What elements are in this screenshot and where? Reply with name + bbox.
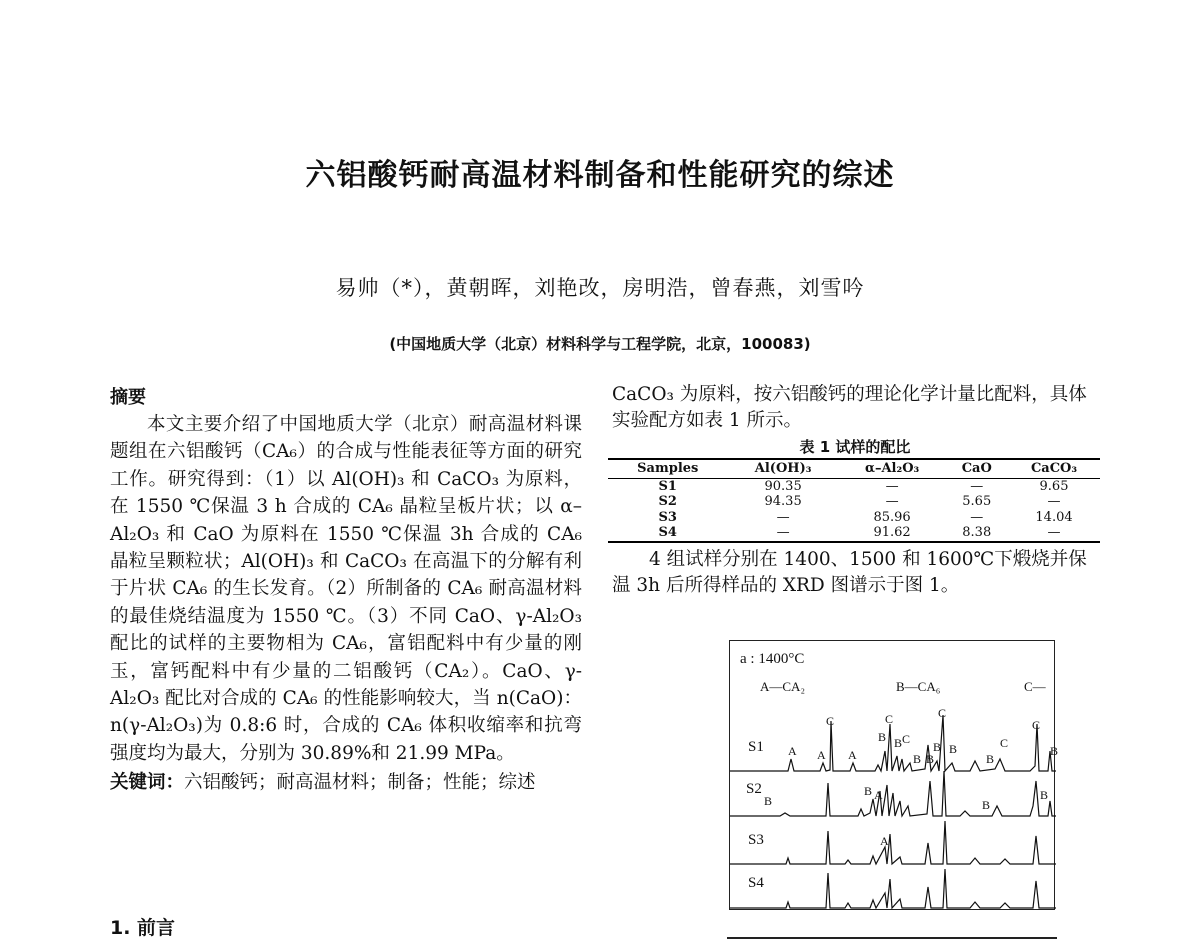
- peak-label: B: [864, 784, 873, 798]
- table-cell: S4: [658, 525, 677, 540]
- table-header: Samples: [608, 459, 728, 478]
- table-cell: —: [885, 478, 899, 494]
- table-cell: —: [885, 494, 899, 509]
- peak-label: A: [788, 744, 797, 758]
- legend-ca2: A—CA₂: [760, 679, 805, 694]
- table-cell: S2: [658, 494, 677, 509]
- peak-label: B: [913, 752, 922, 766]
- table-caption: 表 1 试样的配比: [799, 438, 911, 456]
- peak-label: B: [764, 794, 773, 808]
- peak-label: B: [1050, 744, 1059, 758]
- intro-heading: 1. 前言: [110, 917, 176, 939]
- trace-s4: [730, 869, 1056, 908]
- peak-label: B: [894, 736, 903, 750]
- table-cell: —: [1047, 494, 1061, 509]
- peak-label: B: [949, 742, 958, 756]
- peak-label: A: [874, 788, 883, 802]
- table-cell: —: [970, 478, 984, 494]
- legend-ca6: B—CA₆: [896, 679, 941, 694]
- abstract-body: 本文主要介绍了中国地质大学（北京）耐高温材料课题组在六铝酸钙（CA₆）的合成与性能表征等方面的研究工作。研究得到：（1）以 Al(OH)₃ 和 CaCO₃ 为原料，在 1550 ℃保温 3 h 合成的 CA₆ 晶粒呈板片状；以 α–Al₂O₃ 和 CaO 为原料在 1550 ℃保温 3h 合成的 CA₆ 晶粒呈颗粒状；Al(OH)₃ 和 CaCO₃ 在高温下的分解有利于片状 CA₆ 的生长发育。（2）所制备的 CA₆ 耐高温材料的最佳烧结温度为 1550 ℃。（3）不同 CaO、γ-Al₂O₃ 配比的试样的主要物相为 CA₆，富铝配料中有少量的刚玉，富钙配料中有少量的二铝酸钙（CA₂）。CaO、γ-Al₂O₃ 配比对合成的 CA₆ 的性能影响较大，当 n(CaO)：n(γ-Al₂O₃)为 0.8:6 时，合成的 CA₆ 体积收缩率和抗弯强度均为最大，分别为 30.89%和 21.99 MPa。: [110, 414, 582, 764]
- table-row: [608, 494, 1100, 510]
- peak-label: C: [1000, 736, 1009, 750]
- xrd-figure: [729, 640, 1059, 910]
- table-cell: S3: [658, 509, 677, 525]
- affiliation: (中国地质大学（北京）材料科学与工程学院，北京，100083): [389, 335, 811, 353]
- table-row: [608, 525, 1100, 542]
- peak-label: B: [878, 730, 887, 744]
- xrd-chart: [730, 641, 1059, 911]
- table-cell: S1: [658, 478, 677, 494]
- trace-s3: [730, 821, 1056, 864]
- table-cell: —: [1047, 525, 1061, 540]
- peak-label: C: [885, 712, 894, 726]
- table-row: [608, 478, 1100, 494]
- left-column: [110, 384, 582, 797]
- peak-label: C: [902, 732, 911, 746]
- trace-label-s2: S2: [746, 781, 762, 797]
- table-cell: 14.04: [1035, 509, 1073, 525]
- peak-label: A: [817, 748, 826, 762]
- peak-label: C: [826, 714, 835, 728]
- peak-label: A: [848, 748, 857, 762]
- right-column: [612, 382, 1098, 599]
- abstract-heading: 摘要: [110, 387, 146, 408]
- peak-label: B: [982, 798, 991, 812]
- peak-label: B: [986, 752, 995, 766]
- table-cell: 91.62: [873, 525, 911, 540]
- table-header: CaO: [946, 459, 1009, 478]
- paper-title: 六铝酸钙耐高温材料制备和性能研究的综述: [305, 158, 895, 193]
- peak-label: B: [1040, 788, 1049, 802]
- table-cell: 5.65: [962, 494, 992, 509]
- trace-label-s4: S4: [748, 875, 764, 891]
- table-header: α–Al₂O₃: [839, 459, 946, 478]
- right-paragraph-2: 4 组试样分别在 1400、1500 和 1600℃下煅烧并保温 3h 后所得样品的 XRD 图谱示于图 1。: [612, 548, 1087, 596]
- table-cell: 85.96: [873, 509, 911, 525]
- keywords: [110, 769, 582, 796]
- table-cell: —: [970, 509, 984, 525]
- table-cell: —: [776, 509, 790, 525]
- peak-label: A: [880, 834, 889, 848]
- legend-c: C—: [1024, 679, 1046, 694]
- trace-label-s1: S1: [748, 739, 764, 755]
- panel-label: a : 1400°C: [740, 651, 805, 667]
- peak-label: C: [1032, 718, 1041, 732]
- table-cell: 90.35: [764, 478, 802, 494]
- table-header: CaCO₃: [1008, 459, 1100, 478]
- table-header: Al(OH)₃: [728, 459, 839, 478]
- peak-label: B: [926, 752, 935, 766]
- samples-table: [608, 458, 1100, 543]
- table-header-row: [608, 459, 1100, 478]
- table-cell: 8.38: [962, 525, 992, 540]
- table-row: [608, 510, 1100, 526]
- table-cell: —: [776, 525, 790, 540]
- keywords-label: 关键词：: [110, 772, 185, 794]
- trace-s2: [730, 771, 1056, 816]
- right-paragraph-1: CaCO₃ 为原料，按六铝酸钙的理论化学计量比配料，具体实验配方如表 1 所示。: [612, 384, 1087, 431]
- peak-label: C: [938, 706, 947, 720]
- author-list: 易帅（*），黄朝晖，刘艳改，房明浩，曾春燕，刘雪吟: [335, 276, 865, 300]
- table-cell: 94.35: [764, 494, 802, 509]
- figure-bottom-rule: [727, 937, 1057, 939]
- trace-label-s3: S3: [748, 832, 764, 848]
- peak-label: B: [933, 740, 942, 754]
- table-cell: 9.65: [1039, 478, 1069, 494]
- keywords-text: 六铝酸钙；耐高温材料；制备；性能；综述: [184, 772, 536, 794]
